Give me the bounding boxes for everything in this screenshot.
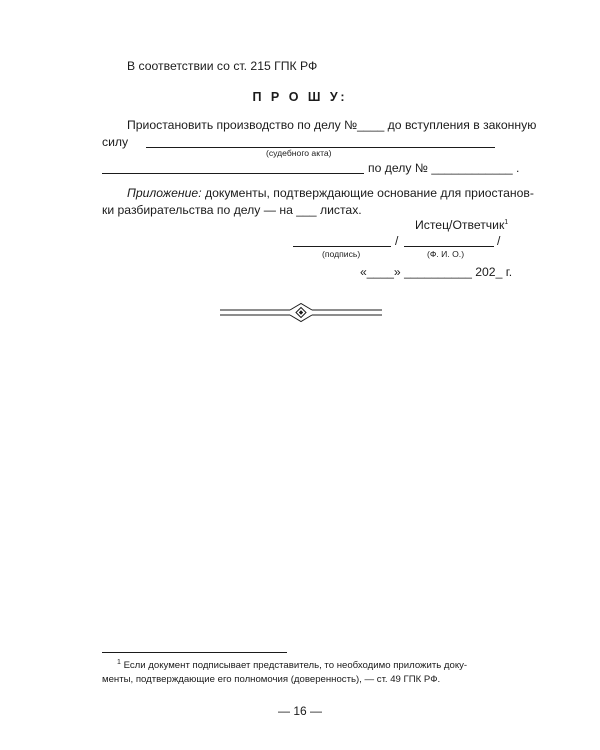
attachment-line-2: ки разбирательства по делу — на ___ листах. [102, 203, 362, 217]
footnote-line-1 [117, 659, 467, 673]
request-line-3-case: по делу № [368, 161, 428, 175]
date-open-quote: « [360, 265, 367, 279]
intro-text: В соответствии со ст. 215 ГПК РФ [127, 59, 318, 73]
request-line-3 [368, 161, 519, 176]
diamond-ornament-icon [220, 303, 382, 323]
date-day-blank: ____ [366, 265, 394, 279]
name-caption: (Ф. И. О.) [427, 249, 465, 259]
attachment-line-1 [127, 186, 534, 201]
footnote-mark: 1 [117, 658, 121, 666]
request-line-3-end: . [516, 161, 520, 175]
date-line [360, 265, 512, 280]
footnote-line-2: менты, подтверждающие его полномочия (доверенность), — ст. 49 ГПК РФ. [102, 674, 441, 685]
request-line-1-end: до вступления в законную [387, 118, 537, 132]
page-number: — 16 — [277, 704, 322, 718]
attachment-label: Приложение: [127, 186, 202, 200]
date-year: 202_ г. [475, 265, 513, 279]
date-close-quote: » [393, 265, 401, 279]
request-heading: П Р О Ш У: [252, 90, 348, 104]
case-number-blank-2: ____________ [431, 161, 513, 175]
signature-blank-line [293, 246, 391, 247]
name-blank-line [404, 246, 494, 247]
request-line-2-label: силу [102, 135, 129, 149]
request-line-1 [127, 118, 536, 133]
signature-footnote-mark: 1 [504, 218, 509, 226]
court-act-caption: (судебного акта) [266, 148, 332, 158]
signature-slash-1: / [395, 234, 399, 248]
footnote-separator [102, 652, 287, 653]
attachment-text-1: документы, подтверждающие основание для приостанов- [201, 186, 534, 200]
court-act-blank-line-2 [102, 173, 364, 174]
footnote-text-1: Если документ подписывает представитель, то необходимо приложить доку- [123, 660, 468, 671]
signature-caption: (подпись) [322, 249, 361, 259]
case-number-blank: ____ [357, 118, 385, 132]
signature-role-text: Истец/Ответчик [415, 218, 505, 232]
signature-role [415, 218, 508, 233]
request-line-1-start: Приостановить производство по делу № [127, 118, 358, 132]
signature-slash-2: / [497, 234, 501, 248]
date-month-blank: __________ [404, 265, 472, 279]
